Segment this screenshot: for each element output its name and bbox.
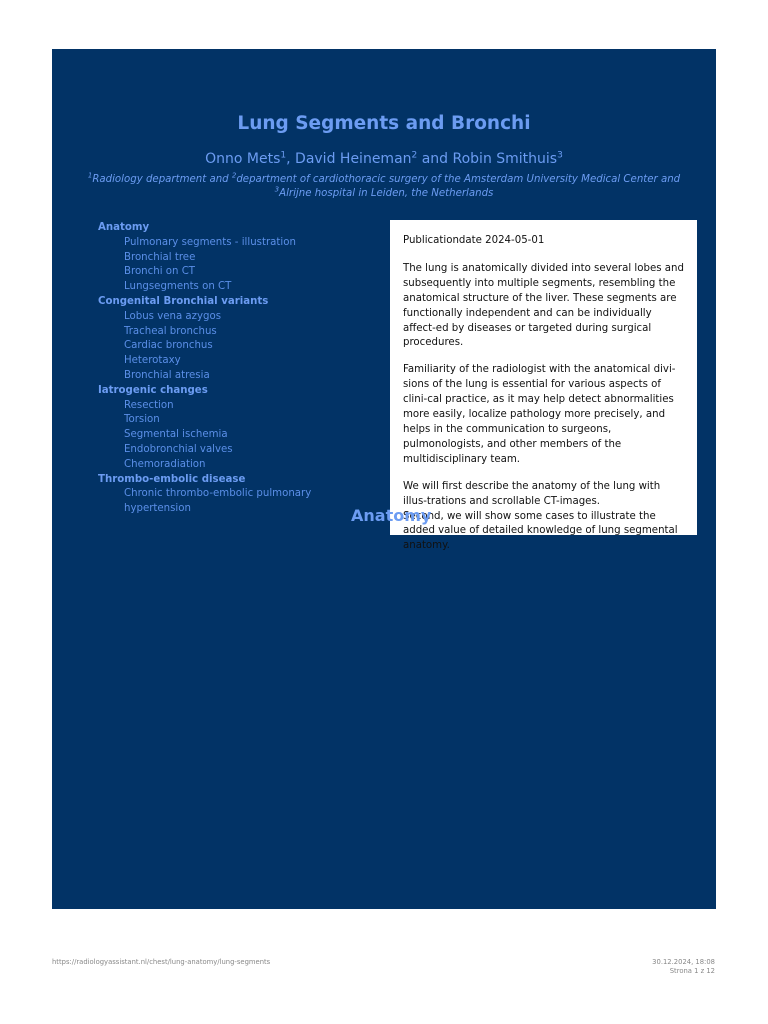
- affiliation-text: Radiology department and: [92, 174, 232, 185]
- footer-datetime: 30.12.2024, 18:08: [652, 958, 715, 966]
- publication-date: Publicationdate 2024-05-01: [403, 235, 545, 246]
- footer-page-number: Strona 1 z 12: [669, 967, 715, 975]
- footer-url: https://radiologyassistant.nl/chest/lung-anatomy/lung-segments: [52, 958, 271, 966]
- toc-link[interactable]: Chemoradiation: [124, 458, 206, 470]
- toc-link[interactable]: Lobus vena azygos: [124, 310, 222, 322]
- footer-meta: [652, 958, 715, 976]
- content-panel: [52, 49, 716, 909]
- intro-paragraph: Second, we will show some cases to illustrate the added value of detailed knowledge of lung segmental anatomy.: [403, 510, 678, 552]
- toc-link[interactable]: Lungsegments on CT: [124, 281, 232, 293]
- toc-link[interactable]: Heterotaxy: [124, 355, 181, 367]
- toc-link[interactable]: Tracheal bronchus: [124, 325, 217, 337]
- author-name: , David Heineman: [286, 151, 412, 167]
- toc-link[interactable]: Segmental ischemia: [124, 429, 228, 441]
- toc-heading-congenital[interactable]: Congenital Bronchial variants: [98, 295, 269, 307]
- toc-link[interactable]: Pulmonary segments - illustration: [124, 236, 296, 248]
- intro-paragraph: We will first describe the anatomy of the lung with illus-trations and scrollable CT-images.: [403, 480, 661, 507]
- affiliation-text: department of cardiothoracic surgery of the Amsterdam University Medical Center and: [236, 174, 681, 185]
- affiliation-superscript: 3: [274, 185, 280, 194]
- affiliation-text: Alrijne hospital in Leiden, the Netherlands: [279, 188, 494, 199]
- toc-link[interactable]: Torsion: [124, 414, 160, 426]
- author-superscript: 1: [280, 150, 287, 161]
- page-title: Lung Segments and Bronchi: [237, 113, 531, 134]
- toc-heading-anatomy[interactable]: Anatomy: [98, 222, 150, 233]
- toc-link[interactable]: Cardiac bronchus: [124, 340, 213, 352]
- toc-link[interactable]: Resection: [124, 399, 174, 411]
- intro-card: [390, 220, 697, 552]
- toc-link[interactable]: Bronchi on CT: [124, 266, 196, 278]
- authors-line: [52, 151, 716, 167]
- author-superscript: 2: [411, 150, 418, 161]
- affiliation-superscript: 2: [231, 171, 237, 180]
- toc-link[interactable]: Bronchial tree: [124, 251, 196, 263]
- section-heading-anatomy: Anatomy: [351, 506, 432, 525]
- intro-paragraph: The lung is anatomically divided into several lobes and subsequently into multiple segments, resembling the anatomical structure of the liver. These segments are functionally independent and can be individually affect-ed by diseases or targeted during surgical procedures.: [403, 262, 684, 349]
- toc-link[interactable]: Endobronchial valves: [124, 443, 233, 455]
- author-name: and Robin Smithuis: [417, 151, 558, 167]
- intro-paragraph: Familiarity of the radiologist with the anatomical divi-sions of the lung is essential for various aspects of clini-cal practice, as it may help detect abnormalities more easily, localize pathology more precisely, and helps in the communication to surgeons, pulmonologists, and other members of the multidisciplinary team.: [403, 364, 676, 465]
- author-name: Onno Mets: [205, 151, 281, 167]
- table-of-contents: [98, 221, 398, 517]
- toc-link[interactable]: Bronchial atresia: [124, 369, 210, 381]
- toc-heading-thrombo-embolic[interactable]: Thrombo-embolic disease: [98, 473, 246, 485]
- affiliation-line: [72, 173, 696, 201]
- affiliation-superscript: 1: [87, 171, 93, 180]
- toc-heading-iatrogenic[interactable]: Iatrogenic changes: [98, 384, 208, 396]
- author-superscript: 3: [557, 150, 563, 161]
- toc-link[interactable]: Chronic thrombo-embolic pulmonary hypertension: [124, 488, 312, 515]
